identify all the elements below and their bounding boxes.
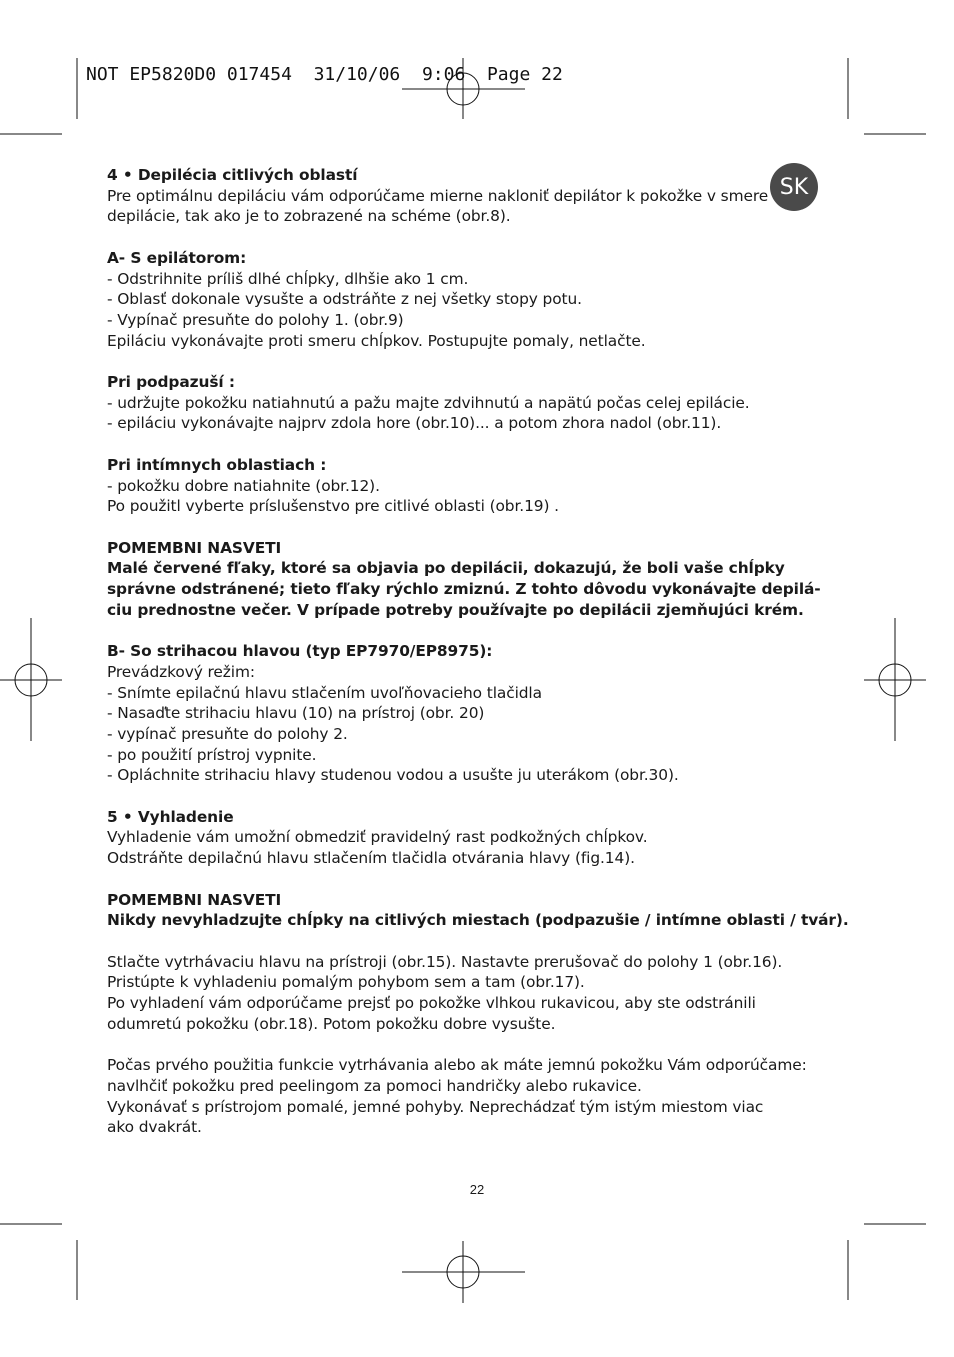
body-line: ako dvakrát. [107,1118,202,1137]
body-line: Počas prvého použitia funkcie vytrhávania alebo ak máte jemnú pokožku Vám odporúčame: [107,1056,807,1075]
section-heading: 5 • Vyhladenie [107,807,234,826]
section [107,807,819,869]
document-body [107,165,849,1159]
body-line: Pristúpte k vyhladeniu pomalým pohybom sem a tam (obr.17). [107,973,585,992]
body-line: Odstráňte depilačnú hlavu stlačením tlačidla otvárania hlavy (fig.14). [107,849,635,868]
body-line: Vykonávať s prístrojom pomalé, jemné pohyby. Neprechádzať tým istým miestom viac [107,1097,764,1116]
section [107,165,819,227]
section-heading: A- S epilátorom: [107,248,247,267]
section [107,952,819,1035]
emphasis-line: ciu prednostne večer. V prípade potreby používajte po depilácii zjemňujúci krém. [107,600,804,619]
body-line: Prevádzkový režim: [107,662,255,681]
body-line: - po použití prístroj vypnite. [107,745,317,764]
section [107,890,849,931]
body-line: odumretú pokožku (obr.18). Potom pokožku dobre vysušte. [107,1014,556,1033]
section [107,372,819,434]
section [107,641,819,786]
section [107,538,819,621]
emphasis-line: správne odstránené; tieto fľaky rýchlo zmiznú. Z tohto dôvodu vykonávajte depilá- [107,580,821,598]
body-line: Vyhladenie vám umožní obmedziť pravidelný rast podkožných chĺpkov. [107,828,648,847]
section-heading: B- So strihacou hlavou (typ EP7970/EP8975): [107,642,493,661]
section-heading: Pri intímnych oblastiach : [107,455,327,474]
body-line: - epiláciu vykonávajte najprv zdola hore (obr.10)... a potom zhora nadol (obr.11). [107,414,722,433]
body-line: Epiláciu vykonávajte proti smeru chĺpkov. Postupujte pomaly, netlačte. [107,331,646,350]
body-line: navlhčiť pokožku pred peelingom za pomoci handričky alebo rukavice. [107,1076,642,1095]
section-heading: POMEMBNI NASVETI [107,538,282,557]
print-slug-header: NOT EP5820D0 017454 31/10/06 9:06 Page 22 [86,64,563,85]
body-line: - Nasaďte strihaciu hlavu (10) na prístroj (obr. 20) [107,704,485,723]
body-line: depilácie, tak ako je to zobrazené na schéme (obr.8). [107,207,511,226]
page-number: 22 [469,1182,485,1197]
section-heading: Pri podpazuší : [107,373,235,391]
body-line: - vypínač presuňte do polohy 2. [107,724,348,743]
section-heading: 4 • Depilécia citlivých oblastí [107,166,358,184]
body-line: - pokožku dobre natiahnite (obr.12). [107,476,380,495]
body-line: - Oblasť dokonale vysušte a odstráňte z nej všetky stopy potu. [107,290,582,309]
body-line: Po použitl vyberte príslušenstvo pre citlivé oblasti (obr.19) . [107,497,559,516]
body-line: Stlačte vytrhávaciu hlavu na prístroji (obr.15). Nastavte prerušovač do polohy 1 (obr.16). [107,952,783,971]
emphasis-line: Malé červené fľaky, ktoré sa objavia po depilácii, dokazujú, že boli vaše chĺpky [107,559,785,578]
section [107,248,819,352]
section-heading: POMEMBNI NASVETI [107,890,282,909]
section [107,455,819,517]
body-line: - udržujte pokožku natiahnutú a pažu majte zdvihnutú a napätú počas celej epilácie. [107,393,750,412]
emphasis-line: Nikdy nevyhladzujte chĺpky na citlivých miestach (podpazušie / intímne oblasti / tvár). [107,911,849,930]
body-line: - Vypínač presuňte do polohy 1. (obr.9) [107,310,404,329]
body-line: Po vyhladení vám odporúčame prejsť po pokožke vlhkou rukavicou, aby ste odstránili [107,994,756,1012]
body-line: - Odstrihnite príliš dlhé chĺpky, dlhšie ako 1 cm. [107,269,469,288]
body-line: Pre optimálnu depiláciu vám odporúčame mierne nakloniť depilátor k pokožke v smere [107,186,769,205]
section [107,1055,819,1138]
body-line: - Opláchnite strihaciu hlavy studenou vodou a usušte ju uterákom (obr.30). [107,766,679,785]
body-line: - Snímte epilačnú hlavu stlačením uvoľňovacieho tlačidla [107,683,542,702]
language-badge: SK [770,163,818,211]
